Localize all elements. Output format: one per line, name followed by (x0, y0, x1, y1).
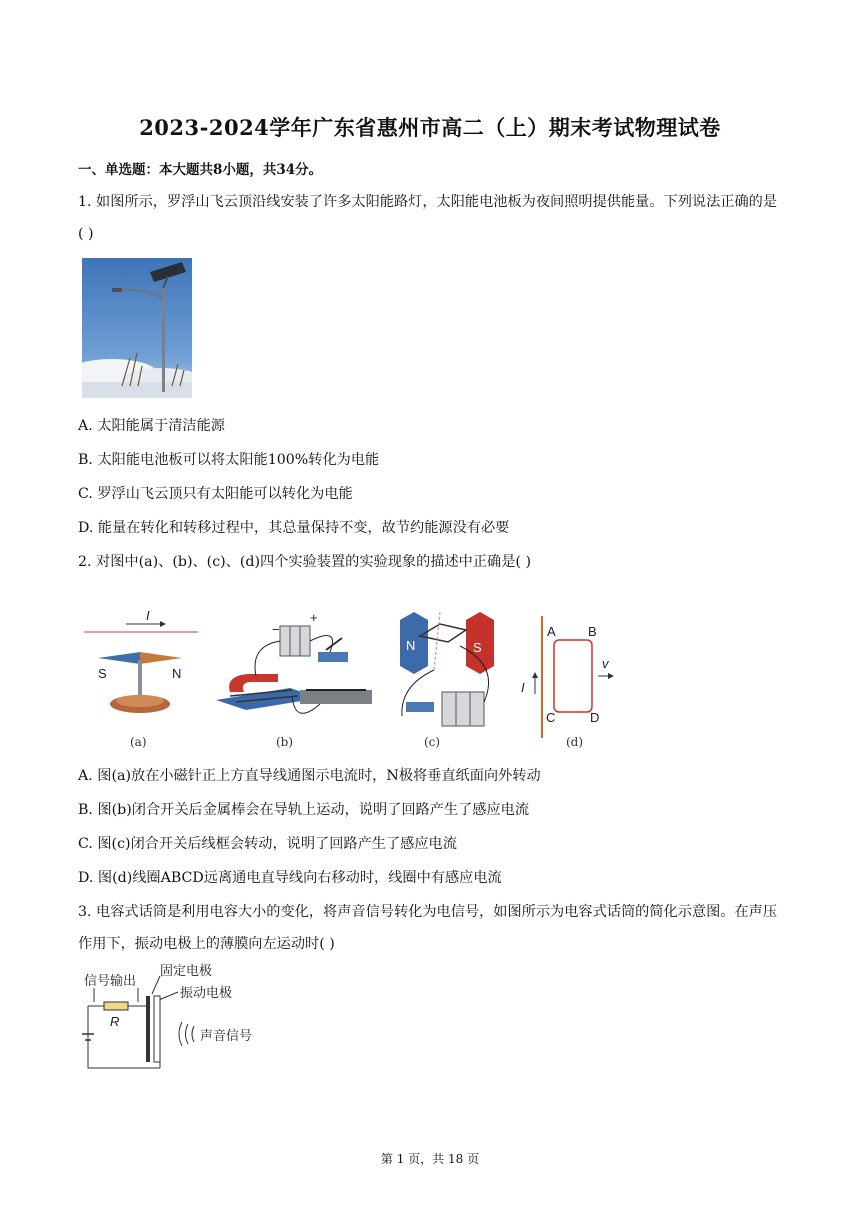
q3-stem: 3. 电容式话筒是利用电容大小的变化，将声音信号转化为电信号，如图所示为电容式话筒的简化示意图。在声压作用下，振动电极上的薄膜向左运动时( ) (78, 904, 778, 952)
fig-b-minus-label: − (272, 622, 280, 637)
q2-option-d: D. 图(d)线圈ABCD远离通电直导线向右移动时，线圈中有感应电流 (78, 870, 502, 886)
q2-figure (80, 606, 640, 758)
resistor-label: R (110, 1014, 120, 1029)
q1-stem: 1. 如图所示，罗浮山飞云顶沿线安装了许多太阳能路灯，太阳能电池板为夜间照明提供能量。下列说法正确的是( ) (78, 194, 778, 242)
fig-c-north-label: N (406, 638, 416, 653)
fig-c-south-label: S (473, 640, 482, 655)
section-heading: 一、单选题：本大题共8小题，共34分。 (78, 162, 323, 178)
fig-d-current-label: I (521, 680, 525, 695)
figure-b-rail-apparatus (216, 610, 372, 749)
q2-option-a: A. 图(a)放在小磁针正上方直导线通图示电流时，N极将垂直纸面向外转动 (78, 768, 541, 784)
q2-option-c: C. 图(c)闭合开关后线框会转动，说明了回路产生了感应电流 (78, 836, 457, 852)
figure-c-motor-apparatus (400, 612, 494, 749)
fig-d-label-a: A (547, 624, 556, 639)
fig-d-velocity-label: v (602, 656, 609, 671)
sound-signal-label: 声音信号 (200, 1028, 253, 1043)
fig-d-caption: (d) (566, 735, 584, 749)
figure-a-compass (84, 608, 198, 749)
q2-option-b: B. 图(b)闭合开关后金属棒会在导轨上运动，说明了回路产生了感应电流 (78, 802, 530, 818)
fig-d-label-c: C (546, 710, 556, 725)
fig-a-caption: (a) (130, 735, 147, 749)
fig-b-caption: (b) (276, 735, 294, 749)
fig-a-current-label: I (146, 608, 150, 623)
q2-stem: 2. 对图中(a)、(b)、(c)、(d)四个实验装置的实验现象的描述中正确是( ) (78, 554, 531, 570)
street-lamp-photo (82, 258, 192, 402)
page-title: 2023-2024学年广东省惠州市高二（上）期末考试物理试卷 (139, 115, 721, 140)
fig-c-caption: (c) (424, 735, 441, 749)
fig-a-south-label: S (98, 666, 107, 681)
vibrating-electrode-label: 振动电极 (180, 985, 233, 1000)
signal-output-label: 信号输出 (84, 973, 137, 988)
fig-d-label-d: D (590, 710, 600, 725)
fig-d-label-b: B (588, 624, 597, 639)
q1-option-b: B. 太阳能电池板可以将太阳能100%转化为电能 (78, 452, 380, 468)
q3-microphone-diagram (80, 958, 300, 1080)
fig-b-plus-label: + (310, 610, 318, 625)
q1-option-a: A. 太阳能属于清洁能源 (78, 418, 225, 434)
figure-d-loop-beside-wire (521, 616, 614, 749)
fixed-electrode-label: 固定电极 (160, 963, 213, 978)
q1-option-d: D. 能量在转化和转移过程中，其总量保持不变，故节约能源没有必要 (78, 520, 510, 536)
q1-option-c: C. 罗浮山飞云顶只有太阳能可以转化为电能 (78, 486, 353, 502)
page-footer: 第 1 页，共 18 页 (380, 1152, 480, 1166)
fig-a-north-label: N (172, 666, 182, 681)
